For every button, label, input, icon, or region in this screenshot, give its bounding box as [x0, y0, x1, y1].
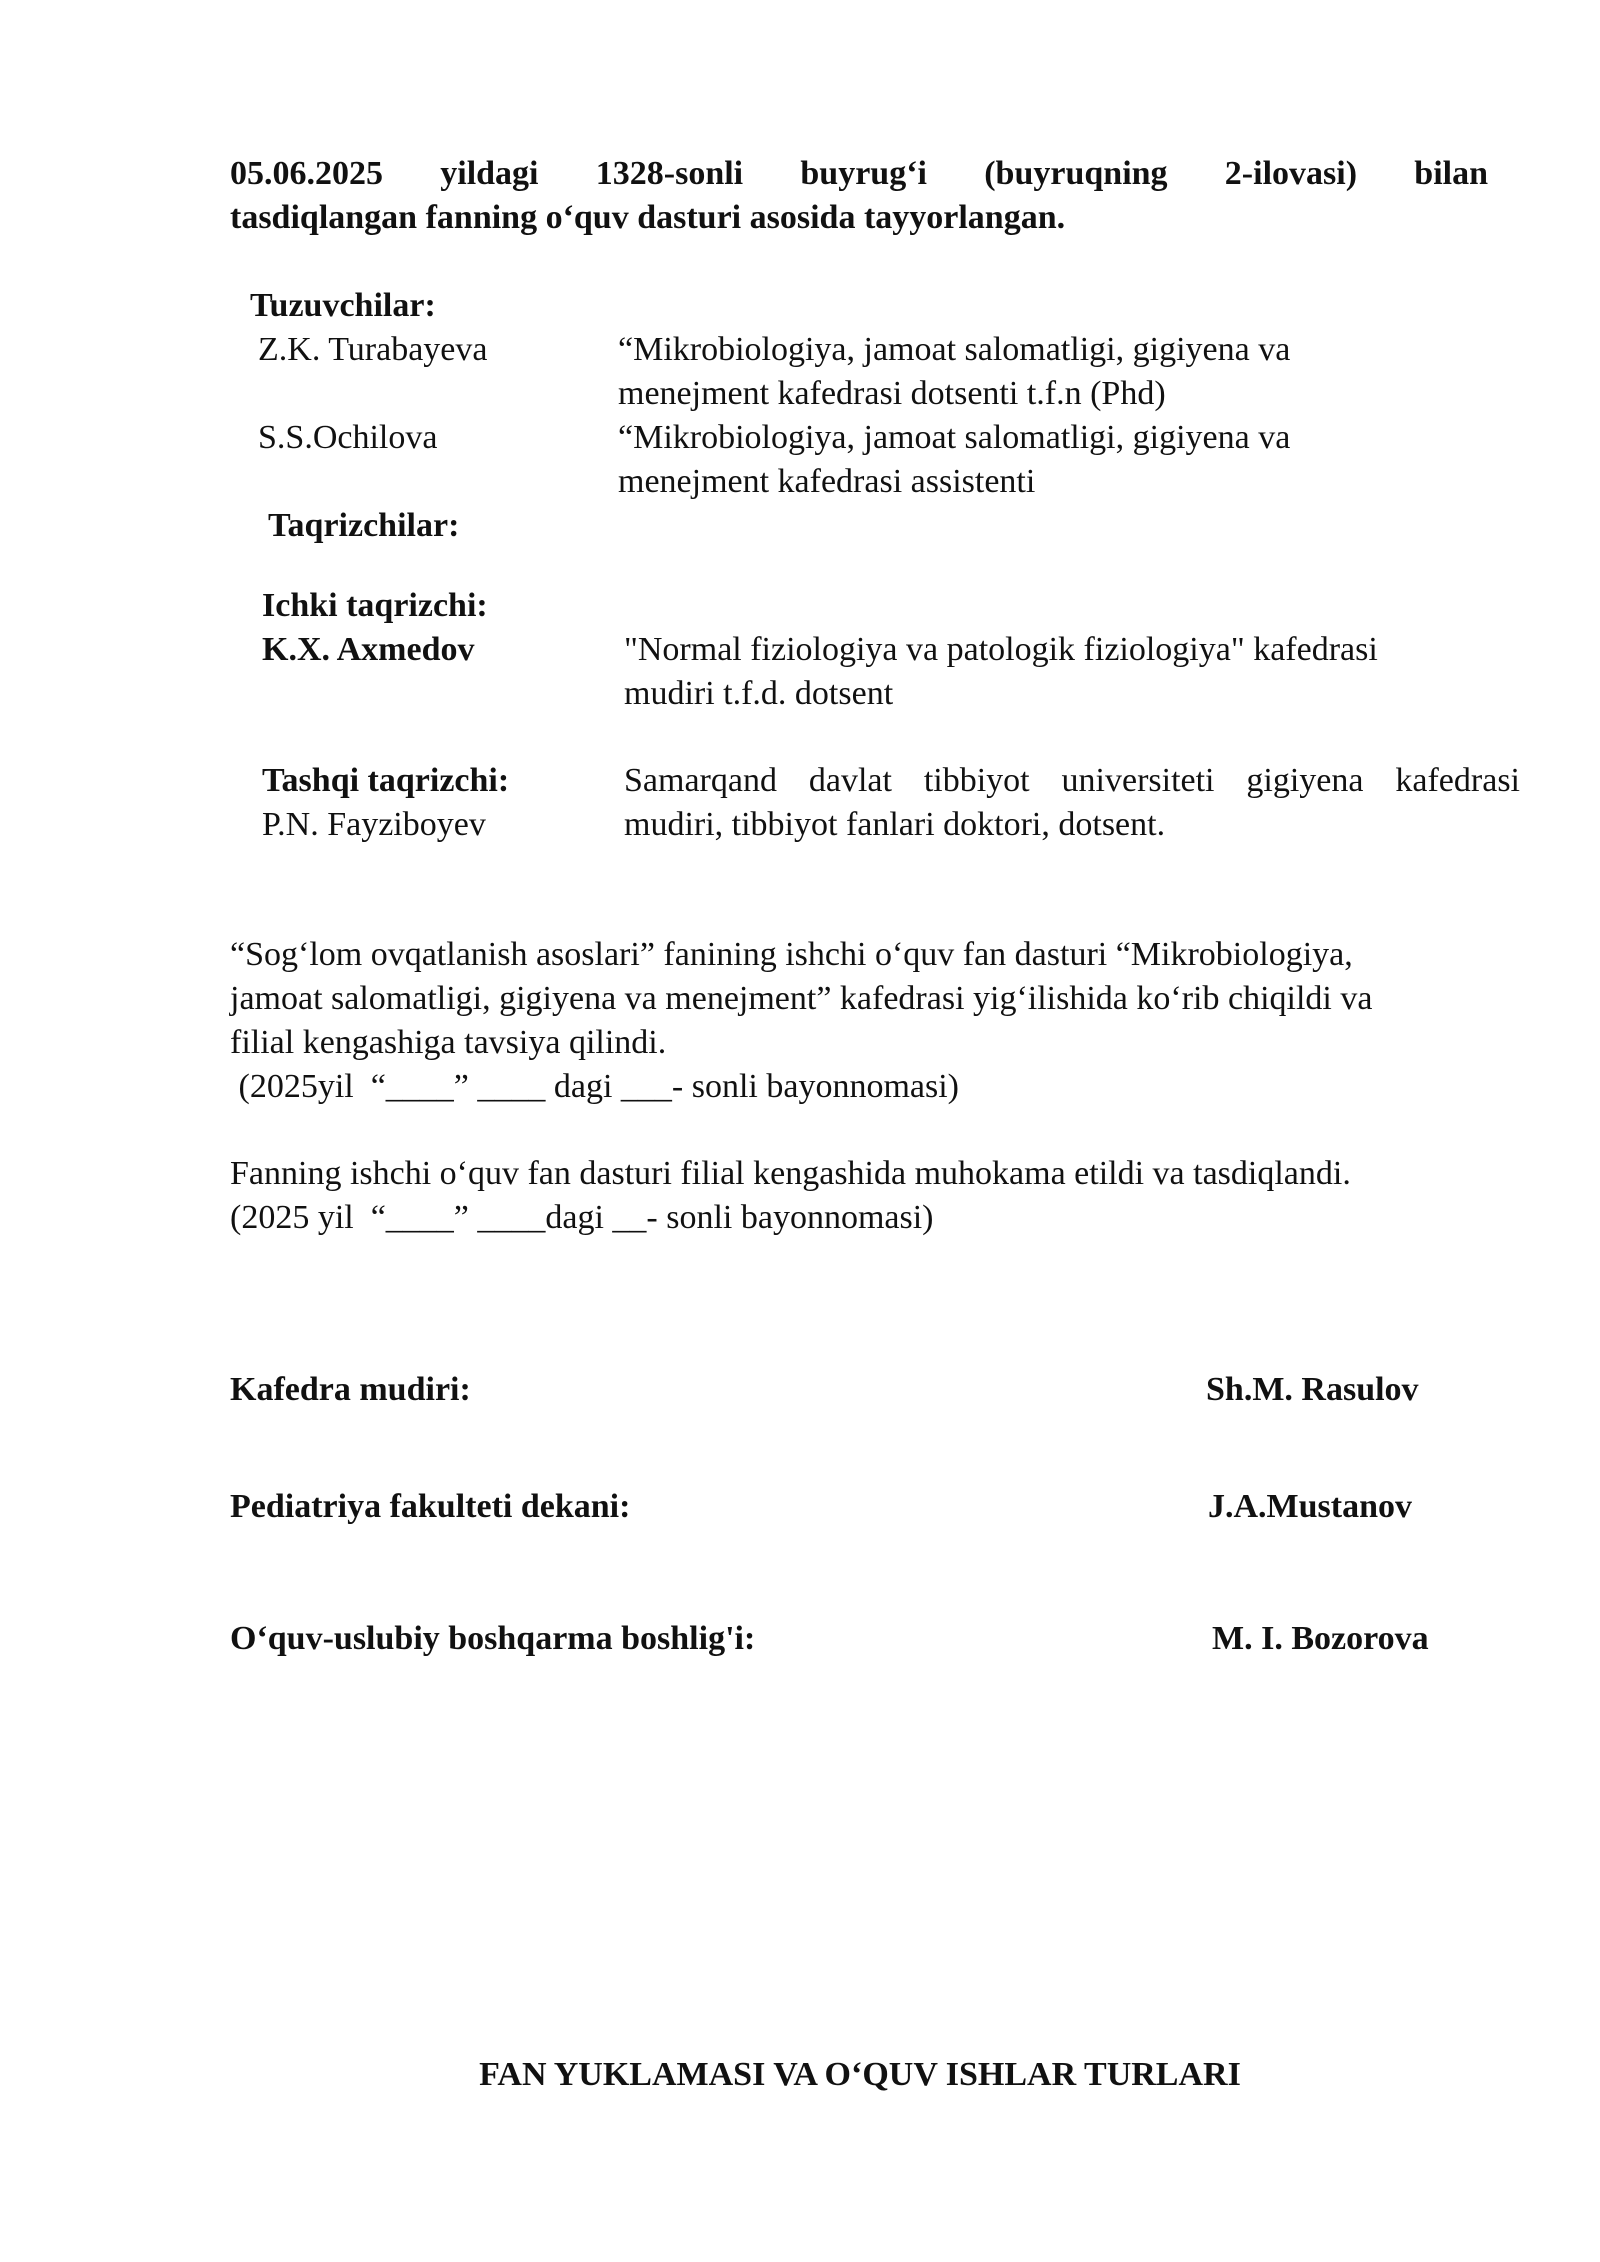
compiler-name-2: S.S.Ochilova	[258, 419, 438, 456]
reviewers-heading: Taqrizchilar:	[268, 507, 460, 544]
approval-p1-line-2: jamoat salomatligi, gigiyena va menejment” kafedrasi yig‘ilishida ko‘rib chiqildi va	[230, 980, 1373, 1017]
approval-p2-protocol: (2025 yil “____” ____dagi __- sonli bayonnomasi)	[230, 1199, 934, 1236]
approval-p2-line-1: Fanning ishchi o‘quv fan dasturi filial kengashida muhokama etildi va tasdiqlandi.	[230, 1155, 1351, 1192]
compiler-desc-2-line-1: “Mikrobiologiya, jamoat salomatligi, gigiyena va	[618, 419, 1291, 456]
external-reviewer-name: P.N. Fayziboyev	[262, 806, 486, 843]
external-reviewer-desc-line-2: mudiri, tibbiyot fanlari doktori, dotsent.	[624, 806, 1166, 843]
compiler-name-1: Z.K. Turabayeva	[258, 331, 488, 368]
signature-name-3: M. I. Bozorova	[1212, 1620, 1429, 1657]
signature-name-2: J.A.Mustanov	[1208, 1488, 1413, 1525]
compiler-desc-2-line-2: menejment kafedrasi assistenti	[618, 463, 1036, 500]
intro-line-1: 05.06.2025 yildagi 1328-sonli buyrug‘i (buyruqning 2-ilovasi) bilan	[230, 155, 1488, 192]
compiler-desc-1-line-1: “Mikrobiologiya, jamoat salomatligi, gigiyena va	[618, 331, 1291, 368]
approval-p1-line-3: filial kengashiga tavsiya qilindi.	[230, 1024, 667, 1061]
compiler-desc-1-line-2: menejment kafedrasi dotsenti t.f.n (Phd)	[618, 375, 1166, 412]
section-title: FAN YUKLAMASI VA O‘QUV ISHLAR TURLARI	[479, 2056, 1241, 2093]
internal-reviewer-name: K.X. Axmedov	[262, 631, 475, 668]
signature-title-2: Pediatriya fakulteti dekani:	[230, 1488, 631, 1525]
signature-title-3: O‘quv-uslubiy boshqarma boshlig'i:	[230, 1620, 756, 1657]
intro-line-2: tasdiqlangan fanning o‘quv dasturi asosida tayyorlangan.	[230, 199, 1066, 236]
external-reviewer-label: Tashqi taqrizchi:	[262, 762, 510, 799]
approval-p1-protocol: (2025yil “____” ____ dagi ___- sonli bayonnomasi)	[230, 1068, 960, 1105]
internal-reviewer-desc-line-2: mudiri t.f.d. dotsent	[624, 675, 894, 712]
compilers-heading: Tuzuvchilar:	[250, 287, 436, 324]
approval-p1-line-1: “Sog‘lom ovqatlanish asoslari” fanining ishchi o‘quv fan dasturi “Mikrobiologiya,	[230, 936, 1353, 973]
signature-name-1: Sh.M. Rasulov	[1206, 1371, 1419, 1408]
internal-reviewer-label: Ichki taqrizchi:	[262, 587, 488, 624]
external-reviewer-desc-line-1: Samarqand davlat tibbiyot universiteti gigiyena kafedrasi	[624, 762, 1520, 799]
internal-reviewer-desc-line-1: "Normal fiziologiya va patologik fiziologiya" kafedrasi	[624, 631, 1378, 668]
signature-title-1: Kafedra mudiri:	[230, 1371, 471, 1408]
